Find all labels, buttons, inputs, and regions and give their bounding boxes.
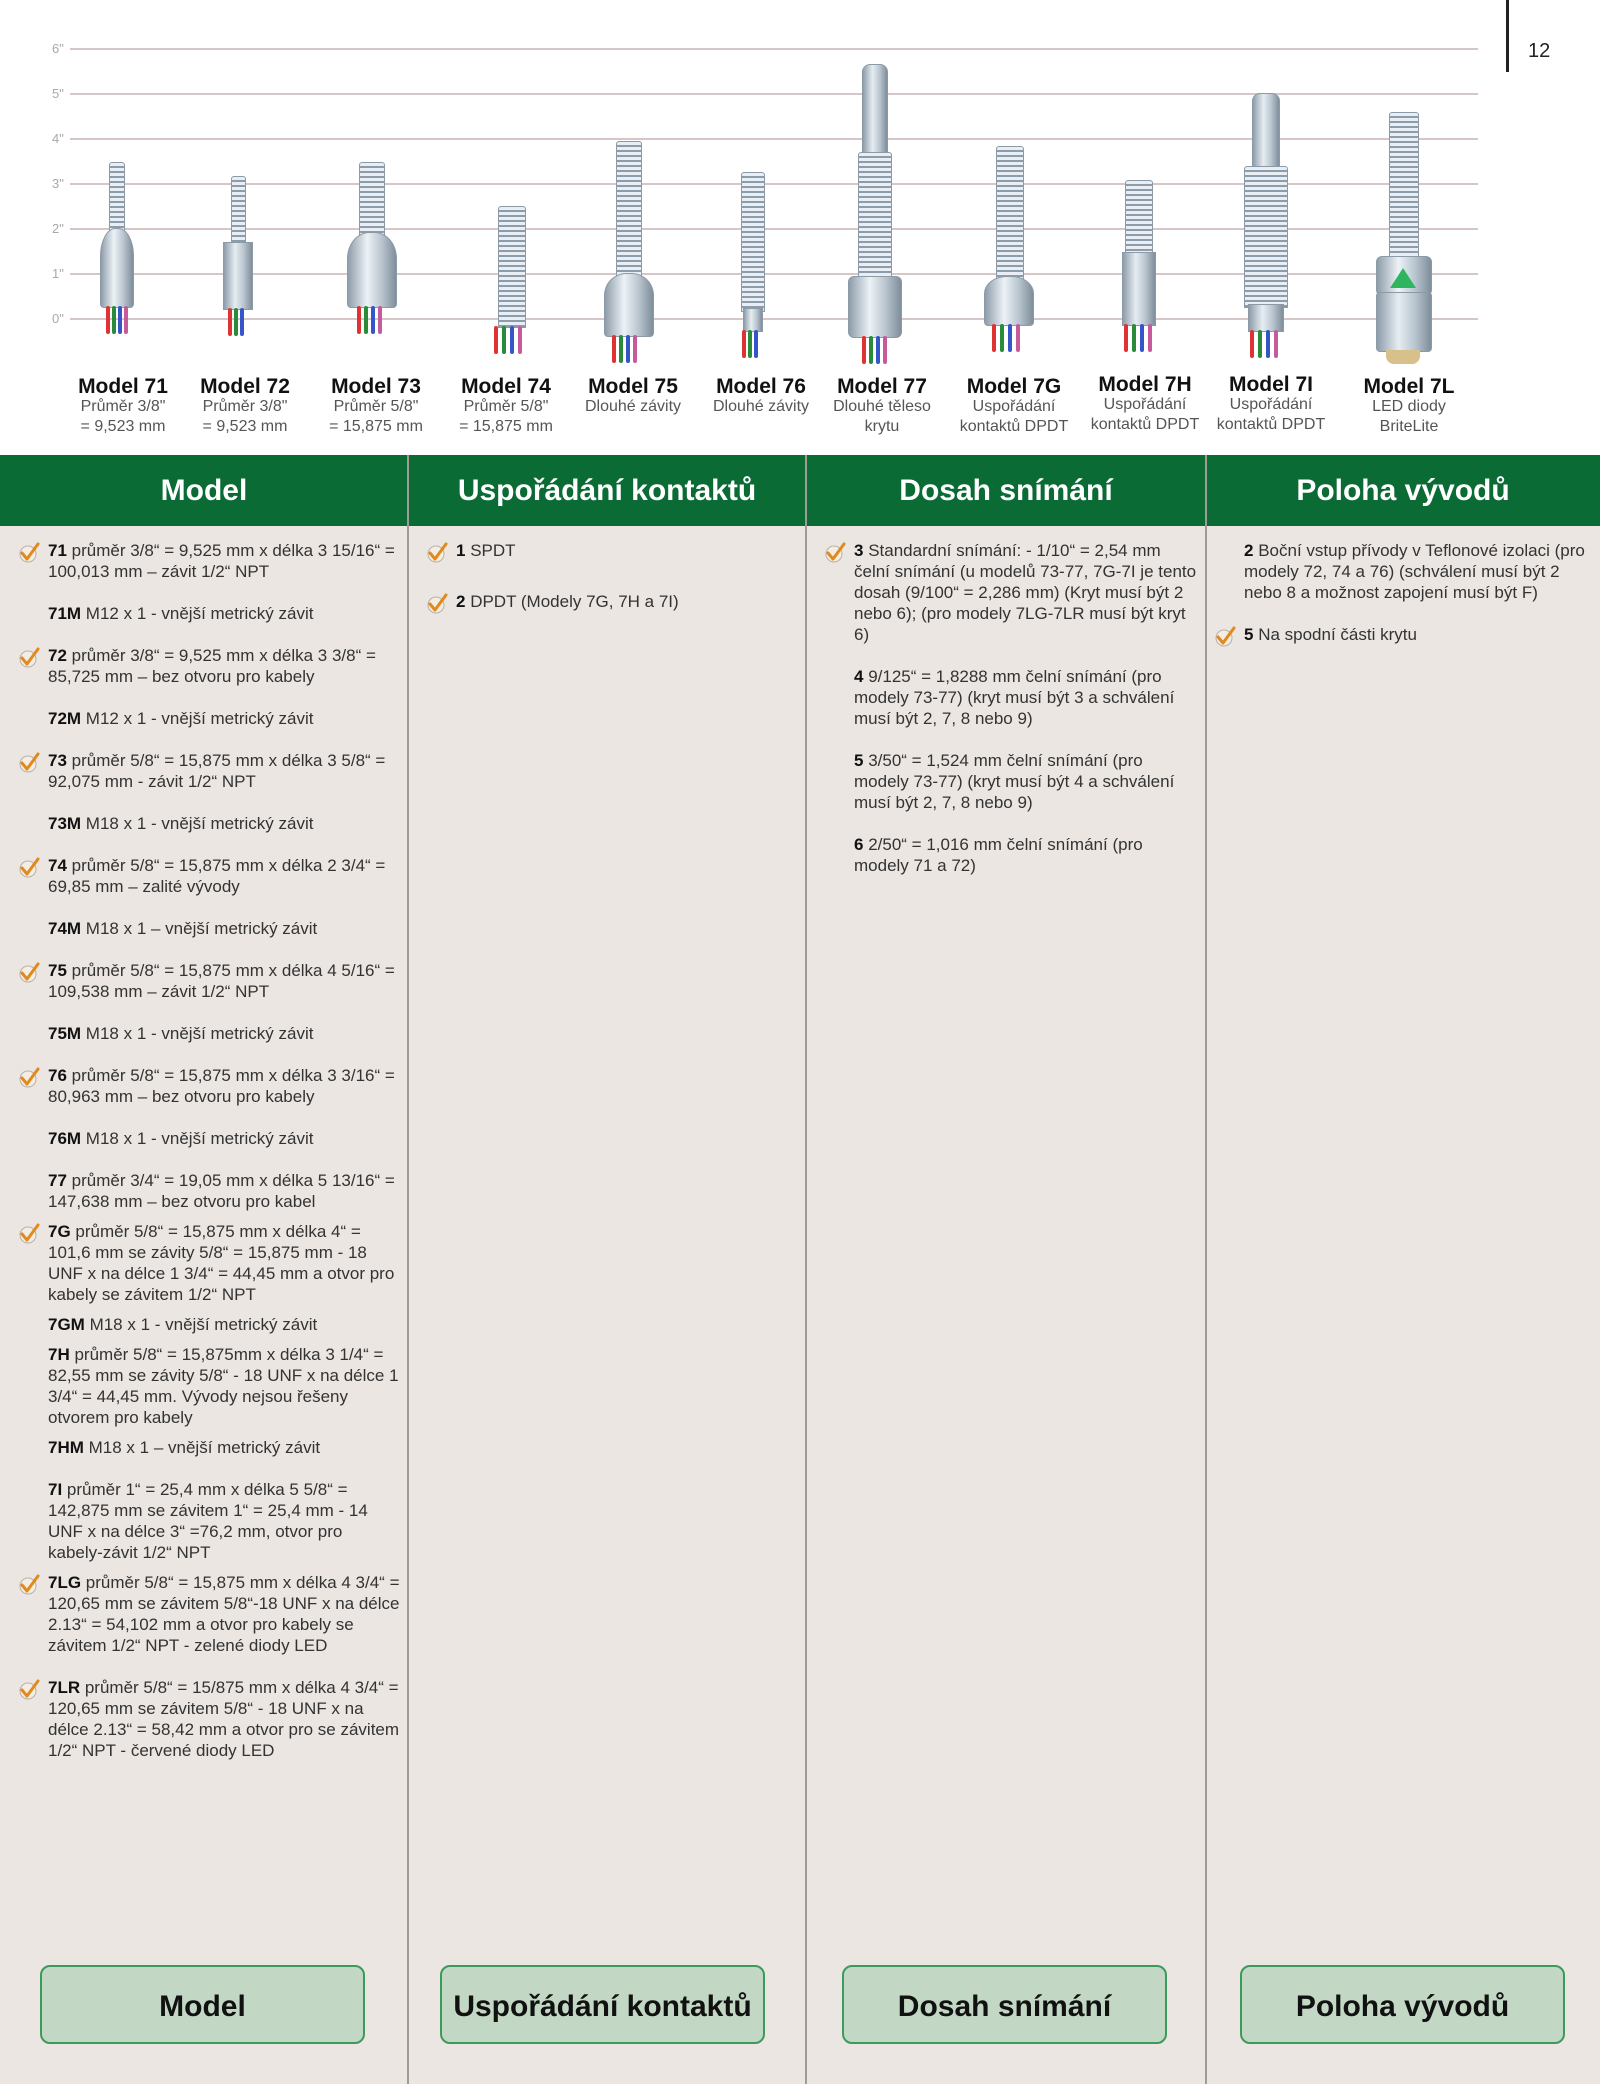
spec-text: průměr 5/8“ = 15/875 mm x délka 4 3/4“ = 120,65 mm se závitem 5/8“ - 18 UNF x na délce 2.13“ = 58,42 mm a otvor pro se závitem 1/2“ NPT - červené diody LED <box>48 1678 400 1760</box>
model-label-72 <box>184 377 306 437</box>
header-range: Dosah snímání <box>899 474 1113 507</box>
spec-code: 74 <box>48 856 67 875</box>
spec-entry <box>10 603 400 624</box>
spec-code: 71M <box>48 604 82 623</box>
model-name: Model 7L <box>1363 375 1455 398</box>
spec-entry <box>10 813 400 834</box>
spec-text: průměr 5/8“ = 15,875 mm x délka 4 5/16“ = 109,538 mm – závit 1/2“ NPT <box>48 961 395 1001</box>
spec-text: M18 x 1 - vnější metrický závit <box>81 1024 314 1043</box>
spec-code: 76M <box>48 1129 82 1148</box>
spec-code: 77 <box>48 1171 67 1190</box>
model-label-7G <box>949 377 1079 437</box>
spec-code: 74M <box>48 919 82 938</box>
model-label-77 <box>820 377 944 437</box>
scale-label: 4" <box>52 131 64 146</box>
spec-entry <box>10 1065 400 1107</box>
spec-code: 7I <box>48 1480 63 1499</box>
spec-text: 9/125“ = 1,8288 mm čelní snímání (pro modely 73-77) (kryt musí být 3 a schválení musí být 2, 7, 8 nebo 9) <box>854 667 1175 728</box>
spec-code: 72M <box>48 709 82 728</box>
spec-text: M18 x 1 – vnější metrický závit <box>83 1438 321 1457</box>
model-name: Model 76 <box>716 375 806 398</box>
spec-entry <box>10 960 400 1002</box>
checkmark-icon <box>18 1679 40 1701</box>
model-label-76 <box>699 377 823 417</box>
spec-text: průměr 5/8“ = 15,875 mm x délka 3 3/16“ = 80,963 mm – bez otvoru pro kabely <box>48 1066 395 1106</box>
spec-entry <box>816 750 1198 813</box>
spec-entry <box>10 1344 400 1428</box>
checkmark-icon <box>1214 626 1236 648</box>
spec-code: 72 <box>48 646 67 665</box>
spec-entry <box>1206 624 1592 645</box>
spec-entry <box>816 540 1198 645</box>
spec-text: Na spodní části krytu <box>1253 625 1417 644</box>
column-model <box>10 540 400 1782</box>
scale-label: 5" <box>52 86 64 101</box>
spec-entry <box>10 750 400 792</box>
spec-text: M12 x 1 - vnější metrický závit <box>81 709 314 728</box>
spec-entry <box>10 1128 400 1149</box>
spec-code: 7LG <box>48 1573 82 1592</box>
checkmark-icon <box>824 542 846 564</box>
spec-text: 2/50“ = 1,016 mm čelní snímání (pro modely 71 a 72) <box>854 835 1143 875</box>
model-label-7I <box>1206 375 1336 435</box>
contacts-button[interactable]: Uspořádání kontaktů <box>440 1965 765 2044</box>
spec-code: 7G <box>48 1222 71 1241</box>
spec-text: průměr 3/8“ = 9,525 mm x délka 3 3/8“ = 85,725 mm – bez otvoru pro kabely <box>48 646 376 686</box>
spec-text: M18 x 1 - vnější metrický závit <box>81 1129 314 1148</box>
model-name: Model 74 <box>461 375 551 398</box>
table-body <box>0 526 1600 2084</box>
spec-code: 7GM <box>48 1315 85 1334</box>
spec-entry <box>10 1437 400 1458</box>
checkmark-icon <box>18 1223 40 1245</box>
column-divider <box>1205 455 1207 2084</box>
spec-code: 7HM <box>48 1438 84 1457</box>
page-number-rule <box>1506 0 1509 72</box>
spec-entry <box>10 1479 400 1563</box>
model-desc: Průměr 3/8" = 9,523 mm <box>202 398 288 435</box>
model-name: Model 73 <box>331 375 421 398</box>
checkmark-icon <box>18 857 40 879</box>
spec-text: průměr 5/8“ = 15,875 mm x délka 4“ = 101,6 mm se závity 5/8“ = 15,875 mm - 18 UNF x na délce 1 3/4“ = 44,45 mm a otvor pro kabely se závitem 1/2“ NPT <box>48 1222 395 1304</box>
model-desc: Dlouhé těleso krytu <box>833 398 931 435</box>
model-desc: Dlouhé závity <box>584 398 682 415</box>
spec-entry <box>10 540 400 582</box>
model-label-73 <box>311 377 441 437</box>
checkmark-icon <box>18 1067 40 1089</box>
lead-position-button[interactable]: Poloha vývodů <box>1240 1965 1565 2044</box>
spec-code: 71 <box>48 541 67 560</box>
model-name: Model 77 <box>837 375 927 398</box>
spec-code: 2 <box>1244 541 1254 560</box>
model-desc: Dlouhé závity <box>712 398 810 415</box>
spec-entry <box>816 834 1198 876</box>
spec-entry <box>10 708 400 729</box>
spec-text: průměr 5/8“ = 15,875 mm x délka 2 3/4“ = 69,85 mm – zalité vývody <box>48 856 386 896</box>
model-label-71 <box>62 377 184 437</box>
spec-text: SPDT <box>465 541 516 560</box>
checkmark-icon <box>18 542 40 564</box>
page-number: 12 <box>1528 40 1551 62</box>
model-button[interactable]: Model <box>40 1965 365 2044</box>
spec-entry <box>10 1572 400 1656</box>
spec-entry <box>816 666 1198 729</box>
model-label-7H <box>1080 375 1210 435</box>
spec-text: M18 x 1 – vnější metrický závit <box>81 919 318 938</box>
model-name: Model 7H <box>1098 373 1192 396</box>
checkmark-icon <box>18 647 40 669</box>
spec-code: 75 <box>48 961 67 980</box>
spec-entry <box>10 1023 400 1044</box>
scale-label: 1" <box>52 266 64 281</box>
model-desc: Uspořádání kontaktů DPDT <box>959 398 1069 435</box>
model-desc: Průměr 5/8" = 15,875 mm <box>459 398 553 435</box>
model-label-74 <box>441 377 571 437</box>
model-desc: LED diody BriteLite <box>1372 398 1446 435</box>
model-desc: Průměr 5/8" = 15,875 mm <box>329 398 423 435</box>
header-lead-position: Poloha vývodů <box>1296 474 1510 507</box>
column-lead-position <box>1206 540 1592 666</box>
table-header <box>0 455 1600 526</box>
spec-entry <box>1206 540 1592 603</box>
spec-code: 6 <box>854 835 864 854</box>
spec-code: 3 <box>854 541 864 560</box>
checkmark-icon <box>18 752 40 774</box>
spec-text: průměr 5/8“ = 15,875mm x délka 3 1/4“ = 82,55 mm se závity 5/8“ - 18 UNF x na délce 1 3/4“ = 44,45 mm. Vývody nejsou řešeny otvorem pro kabely <box>48 1345 399 1427</box>
spec-text: Standardní snímání: - 1/10“ = 2,54 mm čelní snímání (u modelů 73-77, 7G-7I je tento dosah (9/100“ = 2,286 mm) (Kryt musí být 2 nebo 6); (pro modely 7LG-7LR musí být kryt 6) <box>854 541 1197 644</box>
spec-code: 5 <box>1244 625 1254 644</box>
spec-text: M12 x 1 - vnější metrický závit <box>81 604 314 623</box>
spec-entry <box>10 1170 400 1212</box>
model-label-7L <box>1344 377 1474 437</box>
spec-entry <box>10 855 400 897</box>
spec-text: průměr 3/4“ = 19,05 mm x délka 5 13/16“ = 147,638 mm – bez otvoru pro kabel <box>48 1171 395 1211</box>
spec-code: 73 <box>48 751 67 770</box>
model-desc: Uspořádání kontaktů DPDT <box>1090 396 1200 433</box>
header-contacts: Uspořádání kontaktů <box>457 474 757 507</box>
scale-label: 0" <box>52 311 64 326</box>
model-label-75 <box>571 377 695 417</box>
scale-label: 2" <box>52 221 64 236</box>
spec-text: průměr 1“ = 25,4 mm x délka 5 5/8“ = 142,875 mm se závitem 1“ = 25,4 mm - 14 UNF x na délce 3“ =76,2 mm, otvor pro kabely-závit 1/2“ NPT <box>48 1480 368 1562</box>
spec-code: 75M <box>48 1024 82 1043</box>
spec-code: 5 <box>854 751 864 770</box>
checkmark-icon <box>426 593 448 615</box>
spec-entry <box>10 1314 400 1335</box>
column-divider <box>805 455 807 2084</box>
model-name: Model 72 <box>200 375 290 398</box>
spec-code: 76 <box>48 1066 67 1085</box>
scale-label: 3" <box>52 176 64 191</box>
spec-code: 7H <box>48 1345 70 1364</box>
spec-code: 4 <box>854 667 864 686</box>
range-button[interactable]: Dosah snímání <box>842 1965 1167 2044</box>
spec-text: průměr 5/8“ = 15,875 mm x délka 4 3/4“ = 120,65 mm se závitem 5/8“-18 UNF x na délce 2.13“ = 54,102 mm a otvor pro kabely se závitem 1/2“ NPT - zelené diody LED <box>48 1573 400 1655</box>
sensor-figure <box>0 0 1600 455</box>
header-model: Model <box>160 474 248 507</box>
spec-entry <box>418 540 798 561</box>
model-name: Model 71 <box>78 375 168 398</box>
spec-entry <box>418 591 798 612</box>
spec-entry <box>10 1221 400 1305</box>
model-desc: Uspořádání kontaktů DPDT <box>1216 396 1326 433</box>
model-name: Model 7I <box>1228 373 1313 396</box>
checkmark-icon <box>426 542 448 564</box>
column-range <box>816 540 1198 897</box>
spec-text: DPDT (Modely 7G, 7H a 7I) <box>465 592 679 611</box>
spec-text: průměr 5/8“ = 15,875 mm x délka 3 5/8“ = 92,075 mm - závit 1/2“ NPT <box>48 751 386 791</box>
spec-entry <box>10 645 400 687</box>
spec-code: 1 <box>456 541 466 560</box>
spec-text: Boční vstup přívody v Teflonové izolaci (pro modely 72, 74 a 76) (schválení musí být 2 nebo 8 a možnost zapojení musí být F) <box>1244 541 1585 602</box>
gridline-6 <box>70 48 1478 50</box>
spec-code: 7LR <box>48 1678 81 1697</box>
spec-text: 3/50“ = 1,524 mm čelní snímání (pro modely 73-77) (kryt musí být 4 a schválení musí být 2, 7, 8 nebo 9) <box>854 751 1175 812</box>
column-contacts <box>418 540 798 633</box>
spec-entry <box>10 918 400 939</box>
spec-text: průměr 3/8“ = 9,525 mm x délka 3 15/16“ = 100,013 mm – závit 1/2“ NPT <box>48 541 395 581</box>
scale-label: 6" <box>52 41 64 56</box>
model-desc: Průměr 3/8" = 9,523 mm <box>80 398 166 435</box>
model-name: Model 7G <box>966 375 1062 398</box>
checkmark-icon <box>18 1574 40 1596</box>
spec-code: 73M <box>48 814 82 833</box>
spec-entry <box>10 1677 400 1761</box>
checkmark-icon <box>18 962 40 984</box>
spec-text: M18 x 1 - vnější metrický závit <box>81 814 314 833</box>
spec-code: 2 <box>456 592 466 611</box>
column-divider <box>407 455 409 2084</box>
model-name: Model 75 <box>588 375 678 398</box>
spec-text: M18 x 1 - vnější metrický závit <box>84 1315 318 1334</box>
